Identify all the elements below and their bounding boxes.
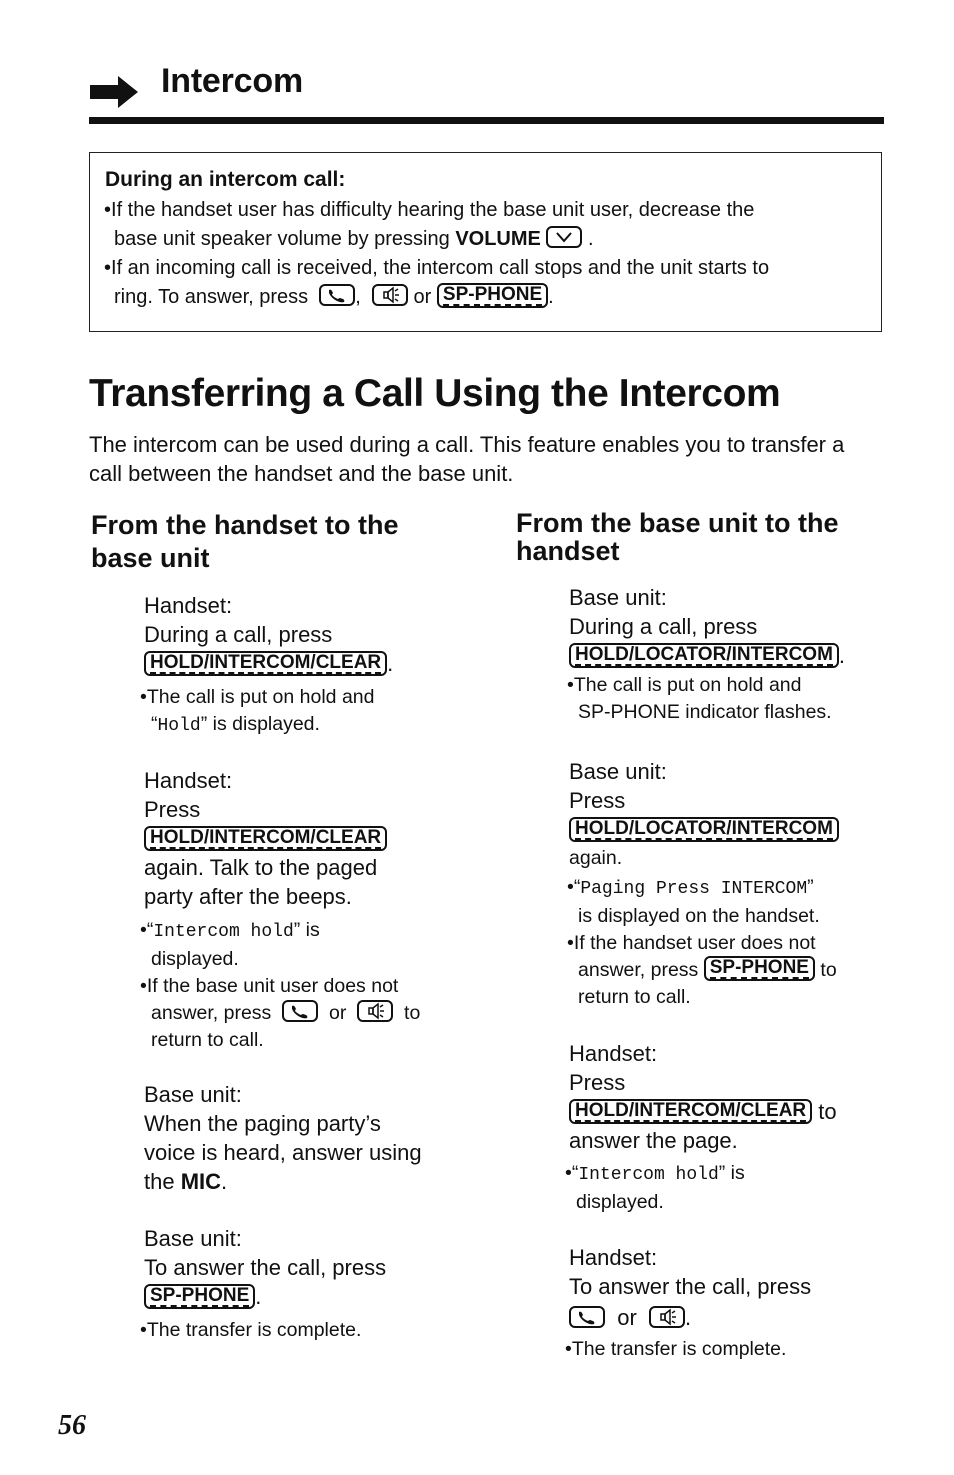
hold-intercom-clear-key[interactable] <box>144 826 387 851</box>
or-text: or <box>617 1305 637 1330</box>
step-key-line: HOLD/INTERCOM/CLEAR . <box>144 649 393 678</box>
punct: . <box>548 286 554 308</box>
bullet-text: return to call. <box>151 1029 264 1051</box>
heading-line: From the base unit to the <box>516 508 839 538</box>
left-step-4: Base unit: To answer the call, press SP-PHONE . <box>144 1226 387 1309</box>
bullet-text: return to call. <box>578 986 691 1008</box>
right-step-1: Base unit: During a call, press HOLD/LOCATOR/INTERCOM . <box>569 585 846 668</box>
bullet-text: answer, press <box>578 959 699 981</box>
bullet-text: is <box>725 1162 745 1184</box>
key-label: HOLD/INTERCOM/CLEAR <box>150 651 382 673</box>
bullet-text: The call is put on hold and <box>146 686 375 708</box>
header-rule <box>89 117 884 124</box>
section-intro: The intercom can be used during a call. This feature enables you to transfer a call between the handset and the base unit. <box>89 432 845 486</box>
right-step-2-bullets: •“Paging Press INTERCOM” is displayed on the handset. •If the handset user does not answer, press SP-PHONE to return to call. <box>567 874 837 1011</box>
bullet-text: The call is put on hold and <box>573 674 802 696</box>
step-text: party after the beeps. <box>144 884 352 909</box>
display-text: Intercom hold <box>153 922 294 942</box>
bullet-text: is <box>300 919 320 941</box>
key-label: HOLD/LOCATOR/INTERCOM <box>575 643 833 665</box>
display-text: Hold <box>157 716 201 736</box>
step-label: Handset: <box>144 593 233 618</box>
step-text: During a call, press <box>144 622 333 647</box>
handset-talk-icon <box>571 1308 603 1326</box>
left-column-heading <box>91 509 451 575</box>
step-label: Base unit: <box>144 1082 242 1107</box>
handset-talk-icon <box>321 286 353 304</box>
talk-key[interactable] <box>319 284 355 306</box>
step-text: to <box>818 1099 837 1124</box>
bullet-text: is displayed on the handset. <box>578 905 820 927</box>
left-step-1-bullets: •The call is put on hold and “Hold” is displayed. <box>140 686 375 736</box>
bullet-text: If the handset user does not <box>573 932 816 954</box>
step-text: answer the page. <box>569 1128 738 1153</box>
step-key-line <box>144 824 387 853</box>
step-text: Press <box>144 797 201 822</box>
step-text: Press <box>569 1070 626 1095</box>
notice-bullet-2: •If an incoming call is received, the intercom call stops and the unit starts to <box>104 257 770 279</box>
heading-line: handset <box>516 536 620 566</box>
sp-phone-key-label: SP-PHONE <box>442 284 543 306</box>
volume-down-key[interactable] <box>546 226 582 248</box>
right-step-4-bullet: •The transfer is complete. <box>565 1338 787 1360</box>
step-label: Base unit: <box>144 1226 242 1251</box>
right-step-4 <box>569 1243 811 1332</box>
right-step-3 <box>569 1039 837 1155</box>
step-text: again. Talk to the paged <box>144 855 378 880</box>
display-text: Paging Press INTERCOM <box>580 879 808 899</box>
notice-bullet-2-cont <box>114 283 554 311</box>
notice-bullet-1: •If the handset user has difficulty hearing the base unit user, decrease the <box>104 199 755 221</box>
volume-label: VOLUME <box>455 228 541 250</box>
punct: , <box>355 286 361 308</box>
bullet-text: SP-PHONE indicator flashes. <box>578 701 832 723</box>
right-column-heading <box>516 509 896 565</box>
left-step-3 <box>144 1080 422 1196</box>
page-number: 56 <box>58 1410 86 1441</box>
right-step-3-bullet: •“Intercom hold” is displayed. <box>565 1160 745 1216</box>
hold-locator-intercom-key[interactable] <box>569 643 839 668</box>
hold-intercom-clear-key[interactable] <box>144 651 387 676</box>
left-step-4-bullet: •The transfer is complete. <box>140 1319 362 1341</box>
handset-talk-icon <box>284 1002 316 1020</box>
speakerphone-icon <box>651 1308 683 1326</box>
bullet-text: displayed. <box>151 948 239 970</box>
key-label: SP-PHONE <box>150 1284 250 1306</box>
step-label: Base unit: <box>569 759 667 784</box>
left-step-1 <box>144 591 393 678</box>
bullet-text: The transfer is complete. <box>146 1319 362 1341</box>
sp-phone-key[interactable] <box>704 956 815 981</box>
display-text: Intercom hold <box>578 1165 719 1185</box>
right-step-2 <box>569 757 839 844</box>
sp-phone-key[interactable] <box>144 1284 255 1309</box>
notice-bullet-1-text: If the handset user has difficulty hearing the base unit user, decrease the <box>111 199 755 221</box>
step-text: To answer the call, press <box>569 1274 812 1299</box>
step-text: the <box>144 1169 181 1194</box>
notice-bullet-2-text: If an incoming call is received, the intercom call stops and the unit starts to <box>111 257 770 279</box>
speaker-key[interactable] <box>649 1306 685 1328</box>
right-step-1-bullets: •The call is put on hold and SP-PHONE indicator flashes. <box>567 672 832 726</box>
left-step-2 <box>144 766 387 911</box>
left-step-2-bullets: •“Intercom hold” is displayed. •If the base unit user does not answer, press or to return to call. <box>140 917 420 1054</box>
or-text: or <box>329 1002 347 1024</box>
speakerphone-icon <box>359 1002 391 1020</box>
bullet-text: The transfer is complete. <box>571 1338 787 1360</box>
key-label: HOLD/LOCATOR/INTERCOM <box>575 817 833 839</box>
notice-text: ring. To answer, press <box>114 286 309 308</box>
step-text: When the paging party’s <box>144 1111 381 1136</box>
punct: . <box>221 1169 228 1194</box>
speaker-key[interactable] <box>357 1000 393 1022</box>
notice-heading: During an intercom call: <box>105 168 346 191</box>
talk-key[interactable] <box>282 1000 318 1022</box>
key-label: HOLD/INTERCOM/CLEAR <box>575 1099 807 1121</box>
header-title: Intercom <box>161 62 303 100</box>
key-label: SP-PHONE <box>709 957 809 979</box>
right-arrow-icon <box>90 74 140 110</box>
punct: . <box>588 228 594 250</box>
step-text: To answer the call, press <box>144 1255 387 1280</box>
notice-bullet-1-cont <box>114 225 594 253</box>
step-text: During a call, press <box>569 614 758 639</box>
section-title: Transferring a Call Using the Intercom <box>89 372 781 415</box>
key-label: HOLD/INTERCOM/CLEAR <box>150 826 382 848</box>
sp-phone-key[interactable] <box>437 283 548 308</box>
right-step-2-after: again. <box>569 847 623 869</box>
hold-intercom-clear-key[interactable] <box>569 1099 812 1124</box>
speaker-key[interactable] <box>372 284 408 306</box>
step-label: Handset: <box>569 1041 658 1066</box>
step-label: Handset: <box>569 1245 658 1270</box>
speakerphone-icon <box>374 286 406 304</box>
mic-label: MIC <box>180 1169 222 1194</box>
notice-text: base unit speaker volume by pressing <box>114 228 456 250</box>
bullet-text: displayed. <box>576 1191 664 1213</box>
volume-down-icon <box>548 228 580 246</box>
punct: . <box>685 1305 692 1330</box>
hold-locator-intercom-key[interactable] <box>569 817 839 842</box>
heading-line: base unit <box>91 543 210 573</box>
bullet-text: to <box>820 959 837 981</box>
bullet-text: answer, press <box>151 1002 272 1024</box>
or-text: or <box>413 286 432 308</box>
heading-line: From the handset to the <box>91 510 399 540</box>
step-label: Handset: <box>144 768 233 793</box>
bullet-text: is displayed. <box>207 713 320 735</box>
step-text: voice is heard, answer using <box>144 1140 422 1165</box>
step-label: Base unit: <box>569 585 667 610</box>
step-text: Press <box>569 788 626 813</box>
talk-key[interactable] <box>569 1306 605 1328</box>
bullet-text: to <box>404 1002 421 1024</box>
bullet-text: If the base unit user does not <box>146 975 399 997</box>
